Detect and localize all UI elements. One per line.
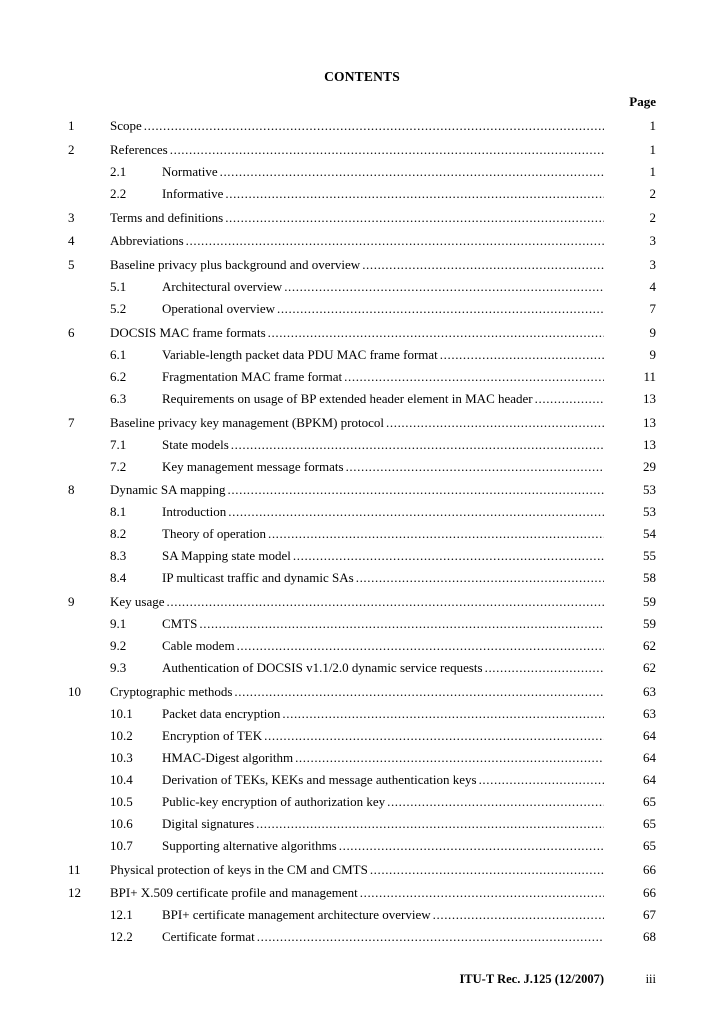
toc-entry[interactable] xyxy=(0,905,724,927)
toc-entry-page: 1 xyxy=(649,163,656,179)
dot-leader xyxy=(344,457,604,477)
toc-entry[interactable] xyxy=(0,568,724,590)
dot-leader xyxy=(254,814,604,834)
toc-entry[interactable] xyxy=(0,255,724,277)
toc-entry-line xyxy=(162,636,604,656)
toc-entry-line xyxy=(110,255,604,275)
toc-entry-number: 3 xyxy=(68,209,75,225)
toc-entry[interactable] xyxy=(0,658,724,680)
toc-entry-title: State models xyxy=(162,436,229,452)
dot-leader xyxy=(354,568,604,588)
toc-entry-line xyxy=(162,748,604,768)
toc-entry-line xyxy=(110,592,604,612)
toc-entry-title: Architectural overview xyxy=(162,279,283,295)
dot-leader xyxy=(337,836,604,856)
toc-entry-page: 29 xyxy=(643,458,656,474)
toc-entry-title: Authentication of DOCSIS v1.1/2.0 dynamic service requests xyxy=(162,660,483,676)
dot-leader xyxy=(291,546,604,566)
toc-entry-page: 3 xyxy=(649,257,656,273)
dot-leader xyxy=(223,184,604,204)
toc-entry[interactable] xyxy=(0,636,724,658)
toc-entry-number: 7.2 xyxy=(110,458,127,474)
toc-entry-page: 11 xyxy=(643,368,656,384)
toc-entry[interactable] xyxy=(0,814,724,836)
toc-entry[interactable] xyxy=(0,389,724,411)
toc-entry-page: 53 xyxy=(643,482,656,498)
dot-leader xyxy=(226,502,604,522)
toc-entry-title: Physical protection of keys in the CM and CMTS xyxy=(110,861,368,877)
toc-entry-title: Derivation of TEKs, KEKs and message authentication keys xyxy=(162,771,477,787)
dot-leader xyxy=(184,231,604,251)
toc-entry-title: Cable modem xyxy=(162,638,235,654)
toc-entry[interactable] xyxy=(0,592,724,614)
toc-entry-title: DOCSIS MAC frame formats xyxy=(110,324,266,340)
toc-entry-number: 5.2 xyxy=(110,301,127,317)
toc-entry-page: 13 xyxy=(643,414,656,430)
toc-entry[interactable] xyxy=(0,345,724,367)
toc-entry[interactable] xyxy=(0,480,724,502)
dot-leader xyxy=(342,367,604,387)
toc-entry-line xyxy=(162,658,604,678)
toc-entry-number: 8.2 xyxy=(110,526,127,542)
toc-entry-line xyxy=(110,231,604,251)
toc-entry-number: 10.3 xyxy=(110,749,133,765)
toc-entry-title: Variable-length packet data PDU MAC frame format xyxy=(162,346,438,362)
toc-entry-page: 9 xyxy=(649,324,656,340)
toc-entry-page: 13 xyxy=(643,436,656,452)
toc-entry-number: 1 xyxy=(68,118,75,133)
toc-entry-page: 66 xyxy=(643,861,656,877)
toc-entry-number: 10.7 xyxy=(110,837,133,853)
dot-leader xyxy=(358,883,604,903)
toc-entry[interactable] xyxy=(0,682,724,704)
dot-leader xyxy=(165,592,604,612)
toc-entry-title: Encryption of TEK xyxy=(162,727,263,743)
toc-entry-title: Normative xyxy=(162,163,218,179)
dot-leader xyxy=(282,277,604,297)
toc-entry-line xyxy=(110,413,604,433)
toc-entry[interactable] xyxy=(0,614,724,636)
toc-entry-title: Scope xyxy=(110,118,142,133)
dot-leader xyxy=(266,323,604,343)
toc-entry[interactable] xyxy=(0,546,724,568)
toc-entry-title: BPI+ certificate management architecture overview xyxy=(162,907,431,923)
toc-entry[interactable] xyxy=(0,116,724,138)
toc-entry-page: 64 xyxy=(643,727,656,743)
toc-entry-line xyxy=(162,457,604,477)
toc-entry-line xyxy=(162,770,604,790)
toc-entry-title: Fragmentation MAC frame format xyxy=(162,368,343,384)
footer-page-number: iii xyxy=(645,972,656,986)
toc-entry-page: 3 xyxy=(649,233,656,249)
toc-entry-page: 55 xyxy=(643,548,656,564)
dot-leader xyxy=(431,905,604,925)
toc-entry-title: IP multicast traffic and dynamic SAs xyxy=(162,570,354,586)
toc-entry-number: 2 xyxy=(68,141,75,157)
toc-entry-number: 10 xyxy=(68,683,81,699)
toc-entry-number: 8.3 xyxy=(110,548,127,564)
toc-entry[interactable] xyxy=(0,770,724,792)
toc-entry-title: Dynamic SA mapping xyxy=(110,482,226,498)
toc-entry-page: 2 xyxy=(649,185,656,201)
toc-entry-number: 4 xyxy=(68,233,75,249)
toc-entry-number: 8.1 xyxy=(110,504,127,520)
toc-entry-line xyxy=(162,524,604,544)
toc-entry-line xyxy=(110,208,604,228)
toc-entry-line xyxy=(162,546,604,566)
toc-entry-page: 68 xyxy=(643,929,656,945)
dot-leader xyxy=(226,480,604,500)
toc-entry[interactable] xyxy=(0,140,724,162)
toc-entry[interactable] xyxy=(0,231,724,253)
toc-entry[interactable] xyxy=(0,413,724,435)
dot-leader xyxy=(235,636,604,656)
toc-entry[interactable] xyxy=(0,299,724,321)
dot-leader xyxy=(218,162,604,182)
toc-entry-title: Informative xyxy=(162,185,224,201)
toc-entry[interactable] xyxy=(0,927,724,949)
toc-entry-title: Key usage xyxy=(110,594,165,610)
toc-entry-line xyxy=(110,323,604,343)
toc-entry-title: CMTS xyxy=(162,616,198,632)
toc-entry-line xyxy=(162,792,604,812)
toc-entry-line xyxy=(162,277,604,297)
dot-leader xyxy=(385,792,604,812)
toc-entry-number: 6.1 xyxy=(110,346,127,362)
dot-leader xyxy=(255,927,604,947)
toc-entry-number: 9 xyxy=(68,594,75,610)
toc-entry-page: 4 xyxy=(649,279,656,295)
toc-entry-page: 64 xyxy=(643,749,656,765)
toc-entry-page: 65 xyxy=(643,837,656,853)
toc-entry-line xyxy=(162,568,604,588)
toc-entry-number: 11 xyxy=(68,861,81,877)
toc-entry-page: 2 xyxy=(649,209,656,225)
toc-entry-page: 63 xyxy=(643,683,656,699)
toc-entry-number: 7 xyxy=(68,414,75,430)
toc-entry-line xyxy=(162,389,604,409)
toc-entry-title: Baseline privacy plus background and overview xyxy=(110,257,361,273)
toc-entry-title: Certificate format xyxy=(162,929,255,945)
toc-entry-title: BPI+ X.509 certificate profile and management xyxy=(110,885,358,901)
toc-entry[interactable] xyxy=(0,792,724,814)
dot-leader xyxy=(360,255,604,275)
toc-entry-page: 62 xyxy=(643,660,656,676)
toc-entry-line xyxy=(162,502,604,522)
toc-entry-number: 10.2 xyxy=(110,727,133,743)
toc-entry-page: 7 xyxy=(649,301,656,317)
toc-entry-title: Abbreviations xyxy=(110,233,184,249)
toc-entry-number: 10.4 xyxy=(110,771,133,787)
toc-entry-page: 66 xyxy=(643,885,656,901)
dot-leader xyxy=(262,726,604,746)
dot-leader xyxy=(280,704,604,724)
dot-leader xyxy=(483,658,604,678)
toc-entry-line xyxy=(162,299,604,319)
toc-entry-line xyxy=(110,860,604,880)
toc-entry-line xyxy=(162,435,604,455)
toc-entry-page: 59 xyxy=(643,616,656,632)
dot-leader xyxy=(223,208,604,228)
dot-leader xyxy=(368,860,604,880)
page-footer xyxy=(0,972,724,992)
toc-entry-page: 13 xyxy=(643,390,656,406)
toc-entry-line xyxy=(162,367,604,387)
toc-entry-line xyxy=(162,905,604,925)
page-title: CONTENTS xyxy=(324,69,400,84)
toc-entry-number: 12.2 xyxy=(110,929,133,945)
toc-entry-line xyxy=(110,883,604,903)
toc-entry-page: 62 xyxy=(643,638,656,654)
toc-entry-number: 12 xyxy=(68,885,81,901)
toc-entry-line xyxy=(110,116,604,136)
dot-leader xyxy=(384,413,604,433)
toc-entry-number: 6.2 xyxy=(110,368,127,384)
table-of-contents xyxy=(0,116,724,949)
toc-entry-number: 8 xyxy=(68,482,75,498)
toc-entry-page: 67 xyxy=(643,907,656,923)
toc-entry-title: Theory of operation xyxy=(162,526,266,542)
toc-entry-number: 12.1 xyxy=(110,907,133,923)
toc-entry[interactable] xyxy=(0,277,724,299)
footer-recommendation: ITU-T Rec. J.125 (12/2007) xyxy=(459,972,604,986)
toc-entry-number: 9.2 xyxy=(110,638,127,654)
toc-entry[interactable] xyxy=(0,208,724,230)
toc-entry[interactable] xyxy=(0,502,724,524)
dot-leader xyxy=(232,682,604,702)
toc-entry-title: Digital signatures xyxy=(162,815,255,831)
toc-entry-title: SA Mapping state model xyxy=(162,548,291,564)
toc-entry-title: Introduction xyxy=(162,504,227,520)
toc-entry-number: 10.1 xyxy=(110,705,133,721)
toc-entry-number: 10.6 xyxy=(110,815,133,831)
toc-entry-title: Terms and definitions xyxy=(110,209,224,225)
toc-entry-line xyxy=(162,184,604,204)
toc-entry-page: 63 xyxy=(643,705,656,721)
toc-entry-title: Supporting alternative algorithms xyxy=(162,837,337,853)
toc-entry-line xyxy=(162,345,604,365)
toc-entry-line xyxy=(162,927,604,947)
toc-entry[interactable] xyxy=(0,323,724,345)
toc-entry-line xyxy=(162,614,604,634)
dot-leader xyxy=(197,614,604,634)
toc-entry[interactable] xyxy=(0,860,724,882)
toc-entry-title: Baseline privacy key management (BPKM) protocol xyxy=(110,414,385,430)
toc-entry-title: Public-key encryption of authorization key xyxy=(162,793,386,809)
toc-entry-number: 10.5 xyxy=(110,793,133,809)
toc-entry-page: 53 xyxy=(643,504,656,520)
toc-entry-page: 65 xyxy=(643,793,656,809)
toc-entry-number: 8.4 xyxy=(110,570,127,586)
toc-entry-page: 58 xyxy=(643,570,656,586)
toc-entry-number: 6 xyxy=(68,324,75,340)
dot-leader xyxy=(142,116,604,136)
toc-entry[interactable] xyxy=(0,367,724,389)
toc-entry-line xyxy=(162,162,604,182)
toc-entry[interactable] xyxy=(0,184,724,206)
dot-leader xyxy=(275,299,604,319)
dot-leader xyxy=(477,770,604,790)
toc-entry-title: Requirements on usage of BP extended header element in MAC header xyxy=(162,390,533,406)
toc-entry[interactable] xyxy=(0,162,724,184)
toc-entry-line xyxy=(110,682,604,702)
toc-entry[interactable] xyxy=(0,883,724,905)
toc-entry[interactable] xyxy=(0,748,724,770)
toc-entry-page: 9 xyxy=(649,346,656,362)
toc-entry[interactable] xyxy=(0,836,724,858)
toc-entry-number: 6.3 xyxy=(110,390,127,406)
toc-entry-number: 5.1 xyxy=(110,279,127,295)
toc-entry-title: Cryptographic methods xyxy=(110,683,233,699)
toc-entry-line xyxy=(162,704,604,724)
toc-entry-page: 59 xyxy=(643,594,656,610)
toc-entry-line xyxy=(162,814,604,834)
toc-entry-title: Operational overview xyxy=(162,301,275,317)
toc-entry[interactable] xyxy=(0,726,724,748)
toc-entry-line xyxy=(162,836,604,856)
toc-entry-line xyxy=(110,480,604,500)
toc-entry-number: 9.3 xyxy=(110,660,127,676)
toc-entry[interactable] xyxy=(0,435,724,457)
toc-entry-page: 1 xyxy=(649,141,656,157)
dot-leader xyxy=(533,389,604,409)
toc-entry-page: 64 xyxy=(643,771,656,787)
toc-entry-title: References xyxy=(110,141,168,157)
toc-entry-title: Key management message formats xyxy=(162,458,344,474)
dot-leader xyxy=(293,748,604,768)
toc-entry-number: 2.2 xyxy=(110,185,127,201)
page-column-header: Page xyxy=(629,94,656,109)
toc-entry-page: 65 xyxy=(643,815,656,831)
toc-entry-number: 7.1 xyxy=(110,436,127,452)
toc-entry-number: 5 xyxy=(68,257,75,273)
toc-entry-title: HMAC-Digest algorithm xyxy=(162,749,294,765)
toc-entry[interactable] xyxy=(0,524,724,546)
dot-leader xyxy=(266,524,604,544)
toc-entry-page: 1 xyxy=(649,118,656,133)
toc-entry-line xyxy=(110,140,604,160)
toc-entry-line xyxy=(162,726,604,746)
toc-entry-title: Packet data encryption xyxy=(162,705,281,721)
dot-leader xyxy=(168,140,604,160)
toc-entry[interactable] xyxy=(0,704,724,726)
toc-entry-page: 54 xyxy=(643,526,656,542)
toc-entry-number: 9.1 xyxy=(110,616,127,632)
dot-leader xyxy=(229,435,604,455)
dot-leader xyxy=(438,345,604,365)
toc-entry-number: 2.1 xyxy=(110,163,127,179)
toc-entry[interactable] xyxy=(0,457,724,479)
